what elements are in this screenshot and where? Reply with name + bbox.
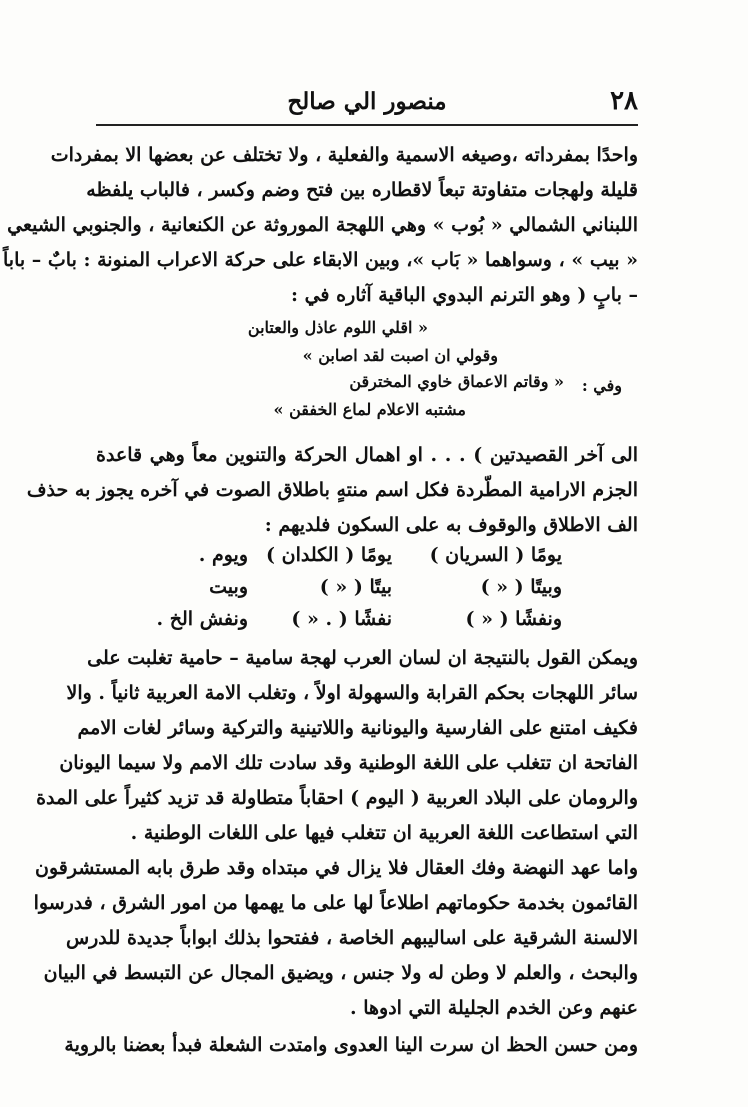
text-line: واما عهد النهضة وفك العقال فلا يزال في مبتداه وقد طرق بابه المستشرقون: [35, 857, 638, 879]
text-line: – بابٍ ( وهو الترنم البدوي الباقية آثاره في :: [290, 284, 638, 306]
text-line: عنهم وعن الخدم الجليلة التي ادوها .: [349, 997, 638, 1019]
poem-verse: « اقلي اللوم عاذل والعتابن: [247, 318, 428, 337]
poem-verse: « وقاتم الاعماق خاوي المخترقن: [349, 372, 564, 391]
forms-cell: ونفشًا ( « ): [465, 608, 562, 630]
forms-cell: يومًا ( السريان ): [429, 544, 562, 566]
text-line: سائر اللهجات بحكم القرابة والسهولة اولاً ، وتغلب الامة العربية ثانياً . والا: [66, 682, 638, 704]
forms-cell: نفشًا ( . « ): [291, 608, 392, 630]
text-line: الف الاطلاق والوقوف به على السكون فلديهم :: [264, 514, 638, 536]
text-line: « بيب » ، وسواهما « بَاب »، وبين الابقاء على حركة الاعراب المنونة : بابٌ – باباً: [3, 249, 638, 271]
header-rule: [96, 124, 638, 126]
forms-cell: بيتًا ( « ): [319, 576, 392, 598]
text-line: ومن حسن الحظ ان سرت الينا العدوى وامتدت الشعلة فبدأ بعضنا بالروية: [64, 1034, 638, 1056]
page-header: [96, 86, 638, 120]
running-title: منصور الي صالح: [287, 88, 447, 115]
forms-cell: وبيتًا ( « ): [480, 576, 562, 598]
text-line: اللبناني الشمالي « بُوب » وهي اللهجة الموروثة عن الكنعانية ، والجنوبي الشيعي: [7, 214, 638, 236]
poem-verse: مشتبه الاعلام لماع الخفقن »: [273, 400, 466, 419]
page-number: ٢٨: [610, 86, 638, 116]
text-line: الالسنة الشرقية على اساليبهم الخاصة ، ففتحوا بذلك ابواباً جديدة للدرس: [65, 927, 638, 949]
poem-verse: وقولي ان اصبت لقد اصابن »: [302, 346, 498, 365]
text-line: الفاتحة ان تتغلب على اللغة الوطنية وقد سادت تلك الامم ولا سيما اليونان: [59, 752, 638, 774]
forms-cell: ونفش الخ .: [156, 608, 248, 630]
poem-intro: وفي :: [581, 376, 622, 395]
forms-cell: ويوم .: [198, 544, 248, 566]
text-line: التي استطاعت اللغة العربية ان تتغلب فيها على اللغات الوطنية .: [130, 822, 638, 844]
text-line: قليلة ولهجات متفاوتة تبعاً لاقطاره بين فتح وضم وكسر ، فالباب يلفظه: [86, 179, 638, 201]
forms-cell: يومًا ( الكلدان ): [266, 544, 392, 566]
text-line: القائمون بخدمة حكوماتهم اطلاعاً لها على ما يهمها من امور الشرق ، فدرسوا: [33, 892, 638, 914]
text-line: الجزم الارامية المطّردة فكل اسم منتهٍ باطلاق الصوت في آخره يجوز به حذف: [26, 479, 638, 501]
text-line: فكيف امتنع على الفارسية واليونانية واللاتينية والتركية وسائر لغات الامم: [77, 717, 638, 739]
text-line: والبحث ، والعلم لا وطن له ولا جنس ، ويضيق المجال عن التبسط في البيان: [43, 962, 638, 984]
text-line: الى آخر القصيدتين ) . . . او اهمال الحركة والتنوين معاً وهي قاعدة: [96, 444, 638, 466]
forms-cell: وبيت: [209, 576, 248, 598]
text-line: ويمكن القول بالنتيجة ان لسان العرب لهجة سامية – حامية تغلبت على: [87, 647, 638, 669]
text-line: والرومان على البلاد العربية ( اليوم ) احقاباً متطاولة قد تزيد كثيراً على المدة: [36, 787, 638, 809]
text-line: واحدًا بمفرداته ،وصيغه الاسمية والفعلية ، ولا تختلف عن بعضها الا بمفردات: [50, 144, 638, 166]
